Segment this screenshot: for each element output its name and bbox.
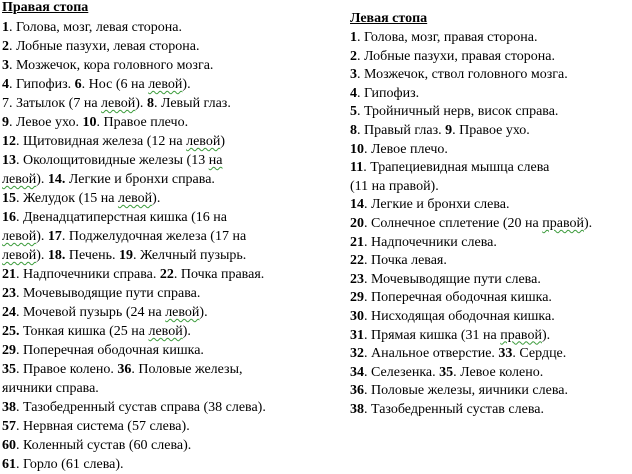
left-foot-list (350, 29, 632, 419)
list-item (2, 132, 314, 151)
list-item (350, 345, 632, 364)
item-text: . Тазобедренный сустав слева. (364, 401, 544, 417)
item-text: . Гипофиз. (357, 85, 420, 101)
item-text: ) (220, 134, 225, 149)
item-text: яичники справа. (2, 381, 99, 396)
item-text: ). (36, 172, 48, 187)
list-item (350, 196, 632, 215)
item-text: . Тройничный нерв, висок справа. (357, 104, 559, 120)
item-text: ). (182, 324, 191, 339)
list-item (2, 170, 314, 189)
list-item (2, 265, 314, 284)
list-item (350, 103, 632, 122)
item-text: Легкие и бронхи справа. (65, 172, 215, 187)
item-text: . Голова, мозг, левая сторона. (9, 20, 182, 35)
list-item (2, 360, 314, 379)
item-number: 23 (2, 286, 16, 301)
list-item (2, 417, 314, 436)
list-item (350, 308, 632, 327)
item-number: 61 (2, 457, 16, 472)
list-item (350, 159, 632, 178)
item-number: 24 (2, 305, 16, 320)
right-foot-list (2, 18, 314, 474)
list-item (350, 271, 632, 290)
item-number: 38 (2, 400, 16, 415)
list-item (350, 401, 632, 420)
item-number: 8 (350, 122, 357, 138)
item-number: 14. (47, 172, 66, 187)
list-item (2, 94, 314, 113)
item-number: 1 (2, 20, 9, 35)
list-item (350, 364, 632, 383)
item-number: 15 (2, 191, 16, 206)
item-text: . Левое колено. (453, 364, 544, 380)
item-text: (11 на правой). (350, 178, 439, 194)
list-item (2, 18, 314, 37)
list-item (2, 455, 314, 474)
item-text: ). (182, 77, 191, 92)
item-text: . Тазобедренный сустав справа (38 слева). (16, 400, 266, 415)
item-number: 60 (2, 438, 16, 453)
item-number: 5 (350, 104, 357, 120)
item-number: 29 (350, 290, 364, 306)
item-text: . Левый глаз. (153, 96, 231, 111)
list-item (350, 85, 632, 104)
item-number: 13 (2, 153, 16, 168)
item-text: . Почка правая. (173, 267, 265, 282)
list-item (2, 75, 314, 94)
item-text: . Правое колено. (16, 362, 118, 377)
item-text: ). (36, 248, 48, 263)
item-number: 18. (47, 248, 66, 263)
item-number: 22 (159, 267, 174, 282)
item-text: . Правое ухо. (452, 122, 530, 138)
list-item (2, 322, 314, 341)
item-number: 2 (2, 39, 9, 54)
item-text: . Солнечное сплетение (20 на (364, 215, 543, 231)
list-item (2, 208, 314, 227)
item-number: 36 (350, 383, 364, 399)
item-text: . Половые железы, яичники слева. (364, 383, 568, 399)
list-item (2, 379, 314, 398)
item-number: 30 (350, 308, 364, 324)
item-number: 57 (2, 419, 16, 434)
item-text: . Горло (61 слева). (16, 457, 124, 472)
list-item (2, 341, 314, 360)
item-text: . Нервная система (57 слева). (16, 419, 190, 434)
item-number: 33 (498, 346, 513, 362)
item-text: . Нос (6 на (81, 77, 149, 92)
item-number: 9 (445, 122, 453, 138)
item-text: . Нисходящая ободочная кишка. (364, 308, 555, 324)
spellcheck-word: левой (148, 77, 183, 92)
list-item (350, 382, 632, 401)
item-text: . Лобные пазухи, левая сторона. (9, 39, 200, 54)
item-text: . Лобные пазухи, правая сторона. (357, 48, 555, 64)
item-text: . Сердце. (512, 346, 567, 362)
item-text: . Надпочечники справа. (16, 267, 160, 282)
spellcheck-word: левой (165, 305, 200, 320)
item-number: 4 (2, 77, 9, 92)
item-text: . Голова, мозг, правая сторона. (357, 30, 538, 45)
list-item (2, 436, 314, 455)
item-number: 3 (350, 67, 357, 83)
item-text: . Правое плечо. (96, 115, 189, 130)
item-text: . Мочевыводящие пути справа. (16, 286, 201, 301)
list-item (350, 327, 632, 346)
list-item (350, 122, 632, 141)
item-text: . Анальное отверстие. (364, 346, 499, 362)
item-number: 36 (117, 362, 132, 377)
item-text: 7. Затылок (7 на (2, 96, 102, 111)
list-item (350, 141, 632, 160)
spellcheck-word: левой (186, 134, 221, 149)
item-number: 20 (350, 215, 364, 231)
list-item (2, 303, 314, 322)
item-number: 38 (350, 401, 364, 417)
list-item (350, 215, 632, 234)
spellcheck-word: левой (2, 229, 37, 244)
item-text: Печень. (65, 248, 119, 263)
item-text: . Мозжечок, кора головного мозга. (9, 58, 214, 73)
list-item (2, 284, 314, 303)
item-number: 11 (350, 160, 364, 176)
item-text: ). (541, 327, 551, 343)
item-text: . Желчный пузырь. (133, 248, 247, 263)
list-item (2, 398, 314, 417)
item-text: . Левое ухо. (9, 115, 83, 130)
list-item (350, 178, 632, 197)
item-text: . Левое плечо. (364, 141, 448, 157)
list-item (350, 289, 632, 308)
item-text: ). (135, 96, 147, 111)
left-foot-heading: Левая стопа (350, 11, 428, 26)
list-item (2, 56, 314, 75)
item-number: 4 (350, 85, 357, 101)
item-number: 29 (2, 343, 16, 358)
item-text: . Поперечная ободочная кишка. (16, 343, 204, 358)
list-item (2, 227, 314, 246)
item-number: 21 (350, 234, 364, 250)
item-text: . Мочевыводящие пути слева. (364, 271, 541, 287)
item-text: . Околощитовидные железы (13 (16, 153, 209, 168)
list-item (350, 252, 632, 271)
right-foot-heading: Правая стопа (2, 0, 89, 15)
spellcheck-word: правой (542, 215, 584, 231)
list-item (2, 37, 314, 56)
item-text: Тонкая кишка (25 на (19, 324, 149, 339)
item-number: 1 (350, 30, 357, 45)
item-text: . Надпочечники слева. (364, 234, 497, 250)
item-number: 8 (146, 96, 154, 111)
item-text: ). (199, 305, 208, 320)
item-number: 23 (350, 271, 364, 287)
item-number: 3 (2, 58, 9, 73)
item-number: 25. (2, 324, 20, 339)
item-text: . Коленный сустав (60 слева). (16, 438, 192, 453)
item-number: 14 (350, 197, 364, 213)
item-number: 2 (350, 48, 357, 64)
item-number: 17 (47, 229, 62, 244)
spellcheck-word: левой (2, 248, 37, 263)
item-text: . Мозжечок, ствол головного мозга. (357, 67, 568, 83)
item-number: 6 (74, 77, 82, 92)
spellcheck-word: левой (117, 191, 153, 206)
item-number: 10 (82, 115, 97, 130)
right-foot-column (2, 0, 314, 474)
spellcheck-word: левой (2, 172, 37, 187)
item-number: 10 (350, 141, 364, 157)
item-text: . Половые железы, (131, 362, 243, 377)
item-text: . Легкие и бронхи слева. (364, 197, 510, 213)
list-item (2, 113, 314, 132)
item-number: 35 (439, 364, 454, 380)
item-number: 32 (350, 346, 364, 362)
item-number: 12 (2, 134, 16, 149)
item-number: 34 (350, 364, 364, 380)
list-item (2, 151, 314, 170)
item-number: 21 (2, 267, 16, 282)
item-text: . Желудок (15 на (16, 191, 118, 206)
spellcheck-word: на (208, 153, 223, 168)
item-text: ). (152, 191, 161, 206)
item-text: . Почка левая. (364, 253, 447, 269)
item-text: . Трапециевидная мышца слева (363, 160, 550, 176)
item-number: 16 (2, 210, 16, 225)
spellcheck-word: левой (101, 96, 136, 111)
item-number: 35 (2, 362, 16, 377)
item-text: . Поджелудочная железа (17 на (61, 229, 247, 244)
item-number: 22 (350, 253, 364, 269)
item-text: . Прямая кишка (31 на (364, 327, 501, 343)
list-item (2, 246, 314, 265)
list-item (350, 234, 632, 253)
list-item (350, 29, 632, 48)
item-text: . Поперечная ободочная кишка. (364, 290, 552, 306)
spellcheck-word: правой (500, 327, 542, 343)
list-item (350, 48, 632, 67)
list-item (2, 189, 314, 208)
spellcheck-word: левой (148, 324, 183, 339)
item-text: . Двенадцатиперстная кишка (16 на (16, 210, 228, 225)
item-text: . Гипофиз. (9, 77, 75, 92)
item-text: . Мочевой пузырь (24 на (16, 305, 166, 320)
item-text: . Селезенка. (364, 364, 440, 380)
item-text: ). (36, 229, 48, 244)
item-number: 9 (2, 115, 9, 130)
item-number: 19 (119, 248, 133, 263)
left-foot-column (350, 11, 632, 419)
item-text: . Щитовидная железа (12 на (16, 134, 187, 149)
item-text: ). (583, 215, 593, 231)
item-number: 31 (350, 327, 364, 343)
item-text: . Правый глаз. (357, 122, 446, 138)
list-item (350, 66, 632, 85)
